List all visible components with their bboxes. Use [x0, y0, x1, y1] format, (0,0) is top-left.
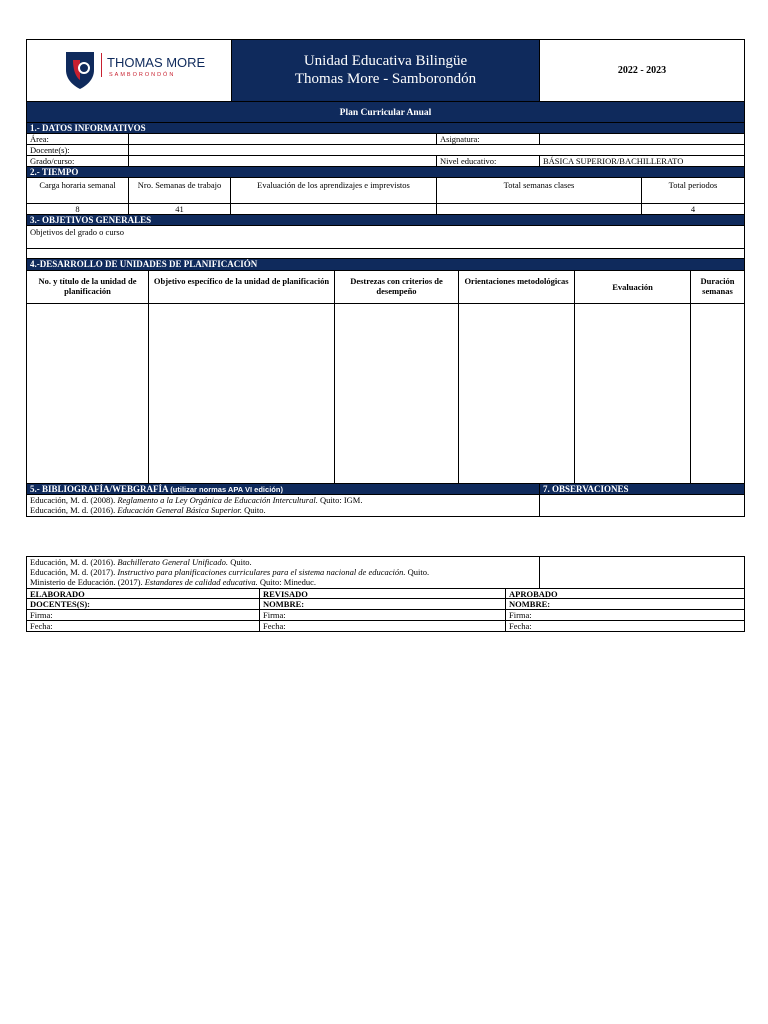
section-1-title: 1.- DATOS INFORMATIVOS: [26, 122, 745, 134]
section-7-title: 7. OBSERVACIONES: [539, 483, 745, 495]
unidades-cell-orientaciones[interactable]: [458, 303, 575, 484]
header-school-box: [231, 39, 540, 102]
elaborado-fecha: Fecha:: [26, 620, 260, 632]
section-4-title: 4.-DESARROLLO DE UNIDADES DE PLANIFICACIÓN: [26, 258, 745, 271]
unidades-cell-evaluacion[interactable]: [574, 303, 691, 484]
unidades-header-duracion: Duración semanas: [690, 270, 745, 304]
bibliografia-ref-3: Educación, M. d. (2016). Bachillerato General Unificado. Quito.: [30, 557, 252, 567]
school-name-line1: Unidad Educativa Bilingüe: [303, 53, 468, 69]
unidades-cell-destrezas[interactable]: [334, 303, 459, 484]
tiempo-value-total-periodos: 4: [641, 203, 745, 215]
aprobado-header: APROBADO: [505, 588, 745, 599]
bibliografia-ref-4: Educación, M. d. (2017). Instructivo para planificaciones curriculares para el sistema nacional de educación. Quito.: [30, 567, 430, 577]
elaborado-docentes: DOCENTES(S):: [26, 598, 260, 610]
unidades-header-evaluacion: Evaluación: [574, 270, 691, 304]
revisado-nombre: NOMBRE:: [259, 598, 506, 610]
school-shield-icon: [64, 50, 96, 90]
unidades-cell-duracion[interactable]: [690, 303, 745, 484]
tiempo-header-carga: Carga horaria semanal: [26, 177, 129, 204]
observaciones-box[interactable]: [539, 494, 745, 517]
aprobado-nombre: NOMBRE:: [505, 598, 745, 610]
school-year: 2022 - 2023: [617, 65, 667, 76]
asignatura-label: Asignatura:: [436, 133, 540, 145]
area-label: Área:: [26, 133, 129, 145]
tiempo-header-total-semanas: Total semanas clases: [436, 177, 642, 204]
section-3-title: 3.- OBJETIVOS GENERALES: [26, 214, 745, 226]
revisado-firma: Firma:: [259, 609, 506, 621]
unidades-header-orientaciones: Orientaciones metodológicas: [458, 270, 575, 304]
bibliografia-ref-1: Educación, M. d. (2008). Reglamento a la Ley Orgánica de Educación Intercultural. Quito: IGM.: [30, 495, 363, 505]
bibliografia-continued-box: [26, 556, 540, 589]
unidades-header-titulo: No. y título de la unidad de planificación: [26, 270, 149, 304]
school-name-line2: Thomas More - Samborondón: [294, 71, 477, 87]
tiempo-header-total-periodos: Total periodos: [641, 177, 745, 204]
school-year-box: [539, 39, 745, 102]
unidades-header-objetivo: Objetivo específico de la unidad de planificación: [148, 270, 335, 304]
nivel-value: BÁSICA SUPERIOR/BACHILLERATO: [539, 155, 745, 167]
bibliografia-ref-5: Ministerio de Educación. (2017). Estandares de calidad educativa. Quito: Mineduc.: [30, 577, 317, 587]
tiempo-header-semanas: Nro. Semanas de trabajo: [128, 177, 231, 204]
aprobado-fecha: Fecha:: [505, 620, 745, 632]
elaborado-firma: Firma:: [26, 609, 260, 621]
nivel-label: Nivel educativo:: [436, 155, 540, 167]
logo-name: THOMAS MORE: [107, 55, 206, 70]
elaborado-header: ELABORADO: [26, 588, 260, 599]
section-5-title-note: (utilizar normas APA VI edición): [170, 485, 283, 494]
header-logo-box: [26, 39, 232, 102]
plan-title: Plan Curricular Anual: [339, 108, 432, 118]
plan-title-bar: [26, 101, 745, 123]
tiempo-value-carga: 8: [26, 203, 129, 215]
revisado-fecha: Fecha:: [259, 620, 506, 632]
unidades-cell-objetivo[interactable]: [148, 303, 335, 484]
docentes-label: Docente(s):: [26, 144, 129, 156]
bibliografia-box: [26, 494, 540, 517]
observaciones-continued-box[interactable]: [539, 556, 745, 589]
aprobado-firma: Firma:: [505, 609, 745, 621]
section-2-title: 2.- TIEMPO: [26, 166, 745, 178]
tiempo-header-evaluacion: Evaluación de los aprendizajes e imprevistos: [230, 177, 437, 204]
grado-label: Grado/curso:: [26, 155, 129, 167]
revisado-header: REVISADO: [259, 588, 506, 599]
bibliografia-ref-2: Educación, M. d. (2016). Educación General Básica Superior. Quito.: [30, 505, 266, 515]
section-5-title-text: 5.- BIBLIOGRAFÍA/WEBGRAFÍA: [30, 484, 169, 494]
logo-subtitle: SAMBORONDÓN: [109, 72, 176, 78]
objetivos-label: Objetivos del grado o curso: [26, 225, 745, 249]
unidades-header-destrezas: Destrezas con criterios de desempeño: [334, 270, 459, 304]
unidades-cell-titulo[interactable]: [26, 303, 149, 484]
tiempo-value-semanas: 41: [128, 203, 231, 215]
